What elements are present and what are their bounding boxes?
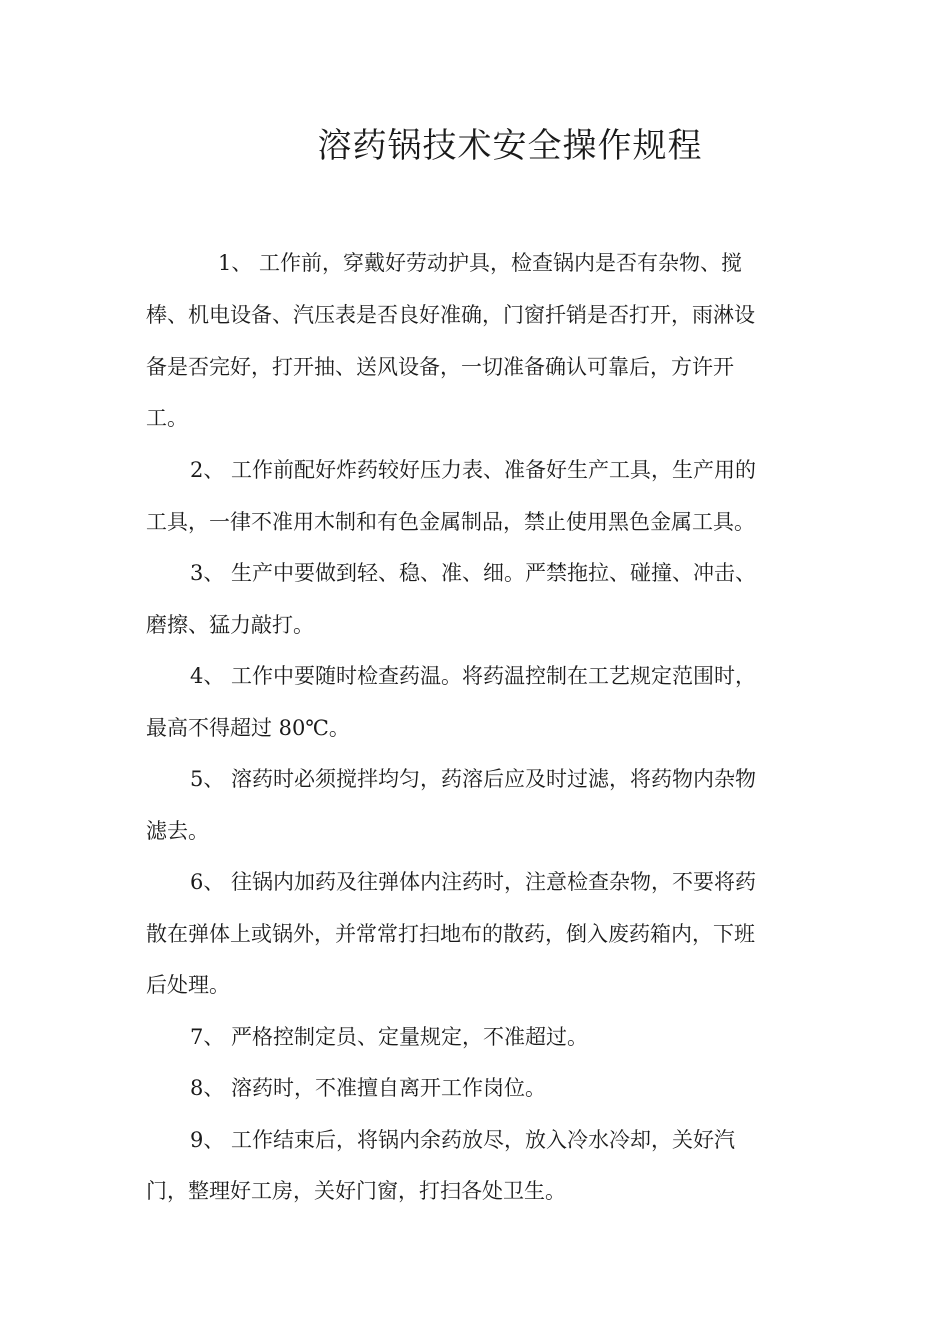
paragraph-line: 最高不得超过 80℃。 [146,716,350,740]
paragraph-line: 2、 工作前配好炸药较好压力表、准备好生产工具，生产用的 [190,458,757,482]
paragraph-line: 滤去。 [146,819,209,843]
paragraph-line: 8、 溶药时，不准擅自离开工作岗位。 [190,1076,547,1100]
paragraph-line: 备是否完好，打开抽、送风设备，一切准备确认可靠后，方许开 [146,355,734,379]
paragraph-line: 4、 工作中要随时检查药温。将药温控制在工艺规定范围时， [190,664,757,688]
paragraph-line: 6、 往锅内加药及往弹体内注药时，注意检查杂物，不要将药 [190,870,757,894]
paragraph-line: 1、 工作前，穿戴好劳动护具，检查锅内是否有杂物、搅 [218,251,743,275]
paragraph-line: 7、 严格控制定员、定量规定，不准超过。 [190,1025,589,1049]
paragraph-line: 散在弹体上或锅外，并常常打扫地布的散药，倒入废药箱内，下班 [146,922,755,946]
document-title: 溶药锅技术安全操作规程 [317,126,703,166]
paragraph-line: 后处理。 [146,973,230,997]
paragraph-line: 工具，一律不准用木制和有色金属制品，禁止使用黑色金属工具。 [146,510,755,534]
paragraph-line: 磨擦、猛力敲打。 [146,613,314,637]
paragraph-line: 3、 生产中要做到轻、稳、准、细。严禁拖拉、碰撞、冲击、 [190,561,757,585]
paragraph-line: 门，整理好工房，关好门窗，打扫各处卫生。 [146,1179,566,1203]
paragraph-line: 9、 工作结束后，将锅内余药放尽，放入冷水冷却，关好汽 [190,1128,736,1152]
paragraph-line: 棒、机电设备、汽压表是否良好准确，门窗扦销是否打开，雨淋设 [146,303,755,327]
paragraph-line: 工。 [146,406,188,430]
paragraph-line: 5、 溶药时必须搅拌均匀，药溶后应及时过滤，将药物内杂物 [190,767,757,791]
